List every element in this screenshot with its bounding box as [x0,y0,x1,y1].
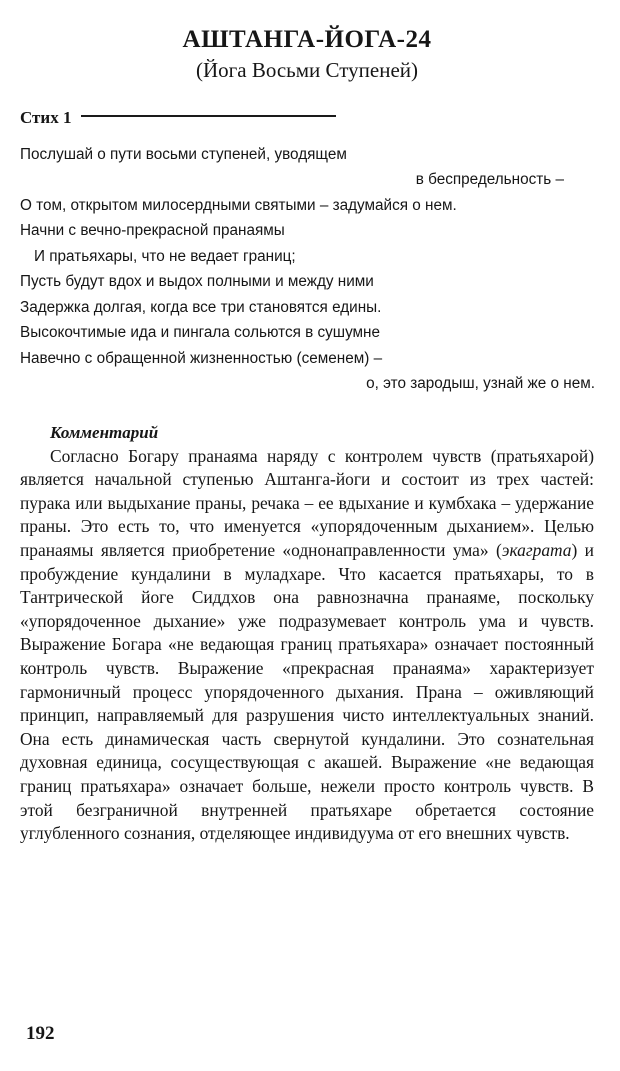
commentary-text [20,445,594,846]
verse-body [18,142,596,397]
verse-heading [18,108,596,128]
verse-line: О том, открытом милосердными святыми – задумайся о нем. [20,196,457,214]
verse-line: Пусть будут вдох и выдох полными и между ними [20,273,374,291]
heading-rule [81,115,336,117]
commentary-text-part1: Согласно Богару пранаяма наряду с контролем чувств (пратьяхарой) является начальной ступенью Аштанга-йоги и состоит из трех частей: пурака или выдыхание праны, речака – ее вдыхание и кумбхака – удержание праны. Это есть то, что именуется «упорядоченным дыханием». Целью пранаямы является приобретение «однонаправленности ума» ( [20,445,594,561]
verse-line: Задержка долгая, когда все три становятся едины. [20,298,382,316]
verse-line: Навечно с обращенной жизненностью (семенем) – [20,349,383,367]
commentary-section [18,423,596,846]
title-block [18,26,596,82]
verse-line: Послушай о пути восьми ступеней, уводящем [20,145,347,163]
page-title: АШТАНГА-ЙОГА-24 [182,26,432,53]
verse-line: Начни с вечно-прекрасной пранаямы [20,222,285,240]
commentary-title: Комментарий [50,422,159,442]
commentary-text-part2: ) и пробуждение кундалини в муладхаре. Что касается пратьяхары, то в Тантрической йоге Сиддхов она равнозначна пранаяме, поскольку «упорядоченное дыхание» уже подразумевает контроль ума и чувств. Выражение Богара «не ведающая границ пратьяхара» означает постоянный контроль чувств. Выражение «прекрасная пранаяма» характеризует гармоничный процесс упорядоченного дыхания. Прана – оживляющий принцип, направляемый для разрушения чисто интеллектуальных знаний. Она есть динамическая часть свернутой кундалини. Это сознательная духовная единица, сосуществующая с акашей. Выражение «не ведающая границ пратьяхара» означает больше, нежели просто контроль чувств. В этой безграничной внутренней пратьяхаре обретается состояние углубленного сознания, отделяющее индивидуума от его внешних чувств. [20,540,594,844]
page-subtitle: (Йога Восьми Ступеней) [195,57,419,82]
page-number: 192 [26,1023,55,1044]
verse-line: о, это зародыш, узнай же о нем. [366,375,595,393]
verse-line: в беспредельность – [415,171,564,189]
verse-line: И пратьяхары, что не ведает границ; [34,247,296,265]
verse-line: Высокочтимые ида и пингала сольются в сушумне [20,324,381,342]
verse-label: Стих 1 [20,107,72,127]
commentary-term-italic: экаграта [501,540,572,561]
